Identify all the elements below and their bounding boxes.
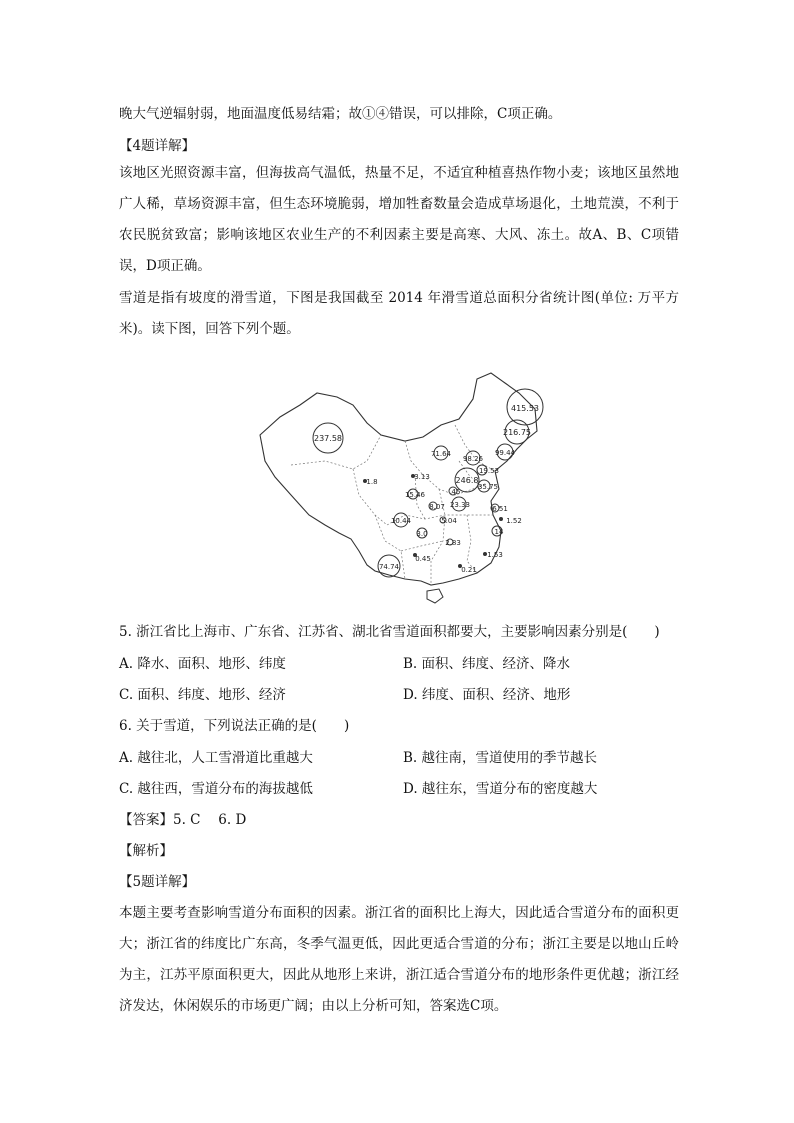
value-hunan: 2.83: [445, 539, 461, 547]
answer-line: 【答案】5. C 6. D: [119, 812, 247, 828]
value-zhejiang: 14: [494, 528, 504, 536]
value-shanghai: 1.52: [506, 517, 522, 525]
marker-qinghai: [363, 478, 378, 486]
marker-zhejiang: [492, 526, 504, 536]
marker-ningxia: [411, 473, 430, 481]
marker-jiangsu: [491, 504, 508, 513]
value-neimenggu: 71.64: [430, 450, 452, 458]
q6-option-c: C. 越往西，雪道分布的海拔越低: [119, 781, 313, 797]
q5-option-b: B. 面积、纬度、经济、降水: [403, 656, 571, 672]
marker-shanghai: [499, 517, 522, 525]
marker-neimenggu: [431, 446, 452, 460]
marker-xinjiang: [313, 423, 343, 453]
value-shandong: 35.75: [477, 483, 499, 491]
q5-option-c: C. 面积、纬度、地形、经济: [119, 687, 286, 703]
marker-guangdong: [458, 564, 477, 574]
q4-header: 【4题详解】: [119, 138, 196, 154]
value-jilin: 216.75: [503, 428, 531, 437]
marker-guizhou: [413, 553, 431, 563]
value-xinjiang: 237.58: [314, 434, 342, 443]
value-fujian: 1.53: [487, 551, 503, 559]
q5-option-a: A. 降水、面积、地形、纬度: [119, 656, 286, 672]
marker-gansu: [405, 489, 426, 499]
marker-henan: [450, 497, 470, 511]
value-shaanxi: 8.07: [429, 503, 445, 511]
q4-explanation: 该地区光照资源丰富，但海拔高气温低，热量不足，不适宜种植喜热作物小麦；该地区虽然地广人稀，草场资源丰富，但生态环境脆弱，增加牲畜数量会造成草场退化，土地荒漠，不利于农民脱贫致富；影响该地区农业生产的不利因素主要是高寒、大风、冻土。故A、B、C项错误，D项正确。: [119, 165, 679, 274]
hainan-outline: [427, 589, 443, 603]
value-hubei: 5.04: [441, 517, 457, 525]
q6-option-a: A. 越往北，人工雪滑道比重越大: [119, 750, 313, 766]
value-jiangsu: 6.51: [492, 505, 508, 513]
marker-shaanxi: [429, 502, 445, 511]
top-line: 晚大气逆辐射弱，地面温度低易结霜；故①④错误，可以排除，C项正确。: [119, 106, 562, 122]
marker-beijing: [463, 451, 484, 465]
value-tianjin: 19.53: [478, 467, 500, 475]
value-yunnan: 74.74: [378, 563, 400, 571]
marker-yunnan: [378, 555, 400, 577]
q5-explanation: 本题主要考查影响雪道分布面积的因素。浙江省的面积比上海大，因此适合雪道分布的面积更大；浙江省的纬度比广东高，冬季气温更低，因此更适合雪道的分布；浙江主要是以地山丘岭为主，江苏平原面积更大，因此从地形上来讲，浙江适合雪道分布的地形条件更优越；浙江经济发达，休闲娱乐的市场更广阔；由以上分析可知，答案选C项。: [119, 905, 679, 1014]
value-heilongjiang: 415.53: [511, 404, 539, 413]
value-sichuan: 10.44: [390, 517, 412, 525]
value-shanxi: 45: [451, 488, 461, 496]
value-qinghai: 1.8: [366, 478, 378, 486]
q6-option-b: B. 越往南，雪道使用的季节越长: [403, 750, 598, 766]
marker-shanxi: [449, 487, 460, 496]
marker-hubei: [440, 517, 457, 525]
analysis-header: 【解析】: [119, 843, 173, 859]
q6-stem: 6. 关于雪道，下列说法正确的是( ): [119, 718, 350, 734]
value-ningxia: 3.13: [414, 473, 430, 481]
marker-chongqing: [416, 528, 427, 538]
marker-tianjin: [477, 465, 499, 475]
china-ski-area-map: [255, 365, 545, 615]
marker-sichuan: [391, 513, 412, 527]
q5-header: 【5题详解】: [119, 874, 196, 890]
marker-liaoning: [495, 444, 516, 460]
value-hebei: 246.8: [455, 476, 479, 485]
intro-paragraph: 雪道是指有坡度的滑雪道，下图是我国截至 2014 年滑雪道总面积分省统计图(单位: 万平方米)。读下图，回答下列个题。: [119, 290, 679, 337]
value-chongqing: 3.0: [416, 530, 428, 538]
value-guizhou: 0.45: [415, 555, 431, 563]
value-henan: 23.33: [449, 501, 471, 509]
q6-option-d: D. 越往东，雪道分布的密度越大: [403, 781, 598, 797]
value-guangdong: 0.21: [461, 566, 477, 574]
marker-shandong: [478, 480, 498, 492]
marker-hunan: [445, 539, 461, 547]
marker-heilongjiang: [507, 389, 543, 425]
marker-fujian: [483, 551, 503, 559]
value-liaoning: 99.44: [494, 449, 516, 457]
value-beijing: 98.26: [462, 455, 484, 463]
q5-option-d: D. 纬度、面积、经济、地形: [403, 687, 571, 703]
q5-stem: 5. 浙江省比上海市、广东省、江苏省、湖北省雪道面积都要大，主要影响因素分别是( ): [119, 624, 660, 640]
value-gansu: 15.46: [404, 491, 426, 499]
